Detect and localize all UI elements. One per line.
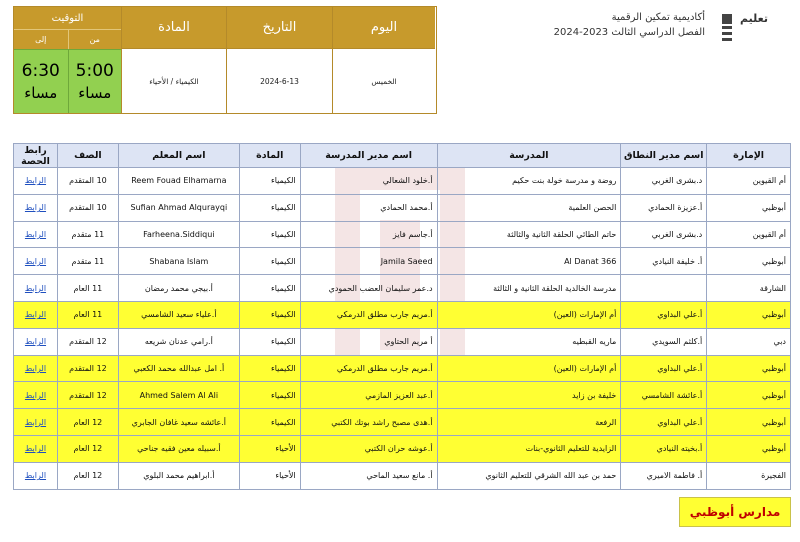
- cell-grade: 12 العام: [57, 409, 118, 436]
- cell-emirate: أم القيوين: [707, 168, 791, 195]
- cell-school-manager: أ.جاسم فايز: [300, 221, 437, 248]
- cell-teacher: Sufian Ahmad Alqurayqi: [118, 194, 239, 221]
- cell-teacher: Farheena.Siddiqui: [118, 221, 239, 248]
- cell-teacher: أ.ابراهيم محمد البلوي: [118, 462, 239, 489]
- subject-value: الكيمياء / الأحياء: [149, 76, 199, 86]
- table-header-row: [14, 144, 791, 168]
- cell-school-manager: أ.خلود الشعالي: [300, 168, 437, 195]
- from-time: [68, 49, 122, 113]
- cell-school: حاتم الطائي الحلقة الثانية والثالثة: [437, 221, 621, 248]
- cell-link: [14, 301, 58, 328]
- session-link[interactable]: الرابط: [24, 337, 47, 347]
- cell-zone-manager: د.بشرى الغربي: [621, 221, 707, 248]
- to-time: [14, 49, 68, 113]
- table-row: [14, 301, 791, 328]
- cell-zone-manager: أ. خليفة النيادي: [621, 248, 707, 275]
- session-link[interactable]: الرابط: [24, 390, 47, 400]
- cell-subject: الكيمياء: [239, 382, 300, 409]
- cell-teacher: أ.عائشه سعيد غافان الجابري: [118, 409, 239, 436]
- cell-grade: 10 المتقدم: [57, 168, 118, 195]
- cell-grade: 11 متقدم: [57, 248, 118, 275]
- cell-school: الزايدية للتعليم الثانوي-بنات: [437, 435, 621, 462]
- cell-school: أم الإمارات (العين): [437, 301, 621, 328]
- cell-teacher: أ.بيجي محمد رمضان: [118, 275, 239, 302]
- cell-zone-manager: أ.علي البداوي: [621, 355, 707, 382]
- cell-emirate: دبي: [707, 328, 791, 355]
- table-row: [14, 275, 791, 302]
- cell-school: أم الإمارات (العين): [437, 355, 621, 382]
- session-link[interactable]: الرابط: [24, 444, 47, 454]
- from-time-period: مساء: [78, 83, 112, 102]
- cell-subject: الكيمياء: [239, 355, 300, 382]
- col-subject: المادة: [239, 144, 300, 168]
- session-link[interactable]: الرابط: [24, 229, 47, 239]
- cell-zone-manager: أ.علي البداوي: [621, 301, 707, 328]
- col-school: المدرسة: [437, 144, 621, 168]
- table-row: [14, 328, 791, 355]
- session-link[interactable]: الرابط: [24, 176, 47, 186]
- cell-subject: الكيمياء: [239, 248, 300, 275]
- cell-school: الحصن العلمية: [437, 194, 621, 221]
- cell-grade: 12 العام: [57, 435, 118, 462]
- cell-zone-manager: د.بشرى الغربي: [621, 168, 707, 195]
- cell-school: الرفعة: [437, 409, 621, 436]
- col-emirate: الإمارة: [707, 144, 791, 168]
- cell-zone-manager: أ.كلثم السويدي: [621, 328, 707, 355]
- cell-subject: الكيمياء: [239, 221, 300, 248]
- col-zone-manager: اسم مدير النطاق: [621, 144, 707, 168]
- page-title: [554, 10, 705, 40]
- cell-link: [14, 382, 58, 409]
- to-time-period: مساء: [24, 83, 58, 102]
- term-name: الفصل الدراسي الثالث 2023-2024: [553, 27, 705, 38]
- cell-emirate: أبوظبي: [707, 435, 791, 462]
- date-value: 2024-6-13: [260, 76, 299, 86]
- to-time-value: 6:30: [21, 60, 60, 81]
- cell-emirate: أم القيوين: [707, 221, 791, 248]
- cell-grade: 11 العام: [57, 275, 118, 302]
- cell-school-manager: أ.عبد العزيز المازمي: [300, 382, 437, 409]
- cell-grade: 10 المتقدم: [57, 194, 118, 221]
- cell-zone-manager: أ.عائشة الشامسي: [621, 382, 707, 409]
- cell-school-manager: أ مريم الحتاوي: [300, 328, 437, 355]
- cell-school: حمد بن عبد الله الشرقي للتعليم الثانوي: [437, 462, 621, 489]
- cell-school: Al Danat 366: [437, 248, 621, 275]
- from-time-value: 5:00: [75, 60, 114, 81]
- day-column: [332, 7, 435, 113]
- session-link[interactable]: الرابط: [24, 471, 47, 481]
- cell-zone-manager: أ.عزيزة الحمادي: [621, 194, 707, 221]
- cell-link: [14, 328, 58, 355]
- session-link[interactable]: الرابط: [24, 203, 47, 213]
- col-link: رابط الحصة: [14, 144, 58, 168]
- table-row: [14, 355, 791, 382]
- cell-link: [14, 248, 58, 275]
- timing-header: التوقيت: [14, 7, 121, 29]
- cell-grade: 11 متقدم: [57, 221, 118, 248]
- table-row: [14, 382, 791, 409]
- session-link[interactable]: الرابط: [24, 283, 47, 293]
- cell-school-manager: أ.مريم جارب مطلق الدرمكي: [300, 355, 437, 382]
- cell-emirate: أبوظبي: [707, 409, 791, 436]
- session-link[interactable]: الرابط: [24, 256, 47, 266]
- cell-zone-manager: أ.بخيته النيادي: [621, 435, 707, 462]
- cell-teacher: Ahmed Salem Al Ali: [118, 382, 239, 409]
- cell-link: [14, 194, 58, 221]
- cell-grade: 12 المتقدم: [57, 328, 118, 355]
- cell-school-manager: د.عمر سليمان العضب الحمودي: [300, 275, 437, 302]
- cell-link: [14, 462, 58, 489]
- timing-column: [14, 7, 121, 113]
- cell-grade: 11 العام: [57, 301, 118, 328]
- day-value: الخميس: [371, 76, 397, 86]
- cell-subject: الكيمياء: [239, 168, 300, 195]
- cell-school: خليفة بن زايد: [437, 382, 621, 409]
- col-school-manager: اسم مدير المدرسة: [300, 144, 437, 168]
- cell-teacher: أ.رامي عدنان شريعه: [118, 328, 239, 355]
- cell-school-manager: أ.محمد الحمادي: [300, 194, 437, 221]
- table-row: [14, 435, 791, 462]
- cell-subject: الكيمياء: [239, 301, 300, 328]
- from-label: من: [68, 29, 122, 49]
- cell-teacher: أ.علياء سعيد الشامسي: [118, 301, 239, 328]
- cell-subject: الكيمياء: [239, 409, 300, 436]
- cell-teacher: أ.سبيله معين فقيه جناحي: [118, 435, 239, 462]
- cell-teacher: Shabana Islam: [118, 248, 239, 275]
- cell-school-manager: أ.عوشه حران الكتبي: [300, 435, 437, 462]
- cell-link: [14, 168, 58, 195]
- table-row: [14, 194, 791, 221]
- cell-link: [14, 221, 58, 248]
- cell-subject: الكيمياء: [239, 275, 300, 302]
- cell-school-manager: أ.مريم جارب مطلق الدرمكي: [300, 301, 437, 328]
- cell-subject: الكيمياء: [239, 328, 300, 355]
- cell-link: [14, 355, 58, 382]
- table-row: [14, 248, 791, 275]
- abu-dhabi-schools-label: مدارس أبوظبي: [679, 497, 791, 527]
- table-row: [14, 168, 791, 195]
- col-grade: الصف: [57, 144, 118, 168]
- cell-school: ماريه القبطيه: [437, 328, 621, 355]
- table-row: [14, 221, 791, 248]
- schedule-box: [13, 6, 437, 114]
- to-label: إلى: [14, 29, 68, 49]
- cell-subject: الأحياء: [239, 435, 300, 462]
- cell-link: [14, 275, 58, 302]
- cell-school-manager: Jamila Saeed: [300, 248, 437, 275]
- session-link[interactable]: الرابط: [24, 363, 47, 373]
- cell-teacher: Reem Fouad Elhamarna: [118, 168, 239, 195]
- session-link[interactable]: الرابط: [24, 310, 47, 320]
- cell-school: مدرسة الخالدية الحلقة الثانية و الثالثة: [437, 275, 621, 302]
- cell-emirate: أبوظبي: [707, 355, 791, 382]
- cell-emirate: أبوظبي: [707, 248, 791, 275]
- sessions-table: [13, 143, 791, 490]
- academy-name: أكاديمية تمكين الرقمية: [611, 12, 705, 23]
- date-column: [226, 7, 332, 113]
- cell-zone-manager: أ.علي البداوي: [621, 409, 707, 436]
- cell-zone-manager: أ. فاطمة الاميري: [621, 462, 707, 489]
- cell-grade: 12 المتقدم: [57, 382, 118, 409]
- cell-link: [14, 409, 58, 436]
- cell-school-manager: أ. مانع سعيد الماحي: [300, 462, 437, 489]
- col-teacher: اسم المعلم: [118, 144, 239, 168]
- table-row: [14, 462, 791, 489]
- subject-column: [121, 7, 226, 113]
- cell-emirate: أبوظبي: [707, 301, 791, 328]
- cell-link: [14, 435, 58, 462]
- cell-zone-manager: [621, 275, 707, 302]
- cell-emirate: أبوظبي: [707, 382, 791, 409]
- cell-grade: 12 المتقدم: [57, 355, 118, 382]
- table-row: [14, 409, 791, 436]
- session-link[interactable]: الرابط: [24, 417, 47, 427]
- cell-grade: 12 العام: [57, 462, 118, 489]
- cell-school: روضة و مدرسة خولة بنت حكيم: [437, 168, 621, 195]
- logo-text: تعليم: [740, 12, 768, 25]
- cell-emirate: أبوظبي: [707, 194, 791, 221]
- cell-emirate: الشارقة: [707, 275, 791, 302]
- subject-header: المادة: [122, 7, 226, 49]
- day-header: اليوم: [333, 7, 435, 49]
- date-header: التاريخ: [227, 7, 332, 49]
- cell-school-manager: أ.هدى مصبح راشد بوتك الكتبي: [300, 409, 437, 436]
- cell-teacher: أ. امل عبدالله محمد الكعبي: [118, 355, 239, 382]
- cell-subject: الكيمياء: [239, 194, 300, 221]
- cell-subject: الأحياء: [239, 462, 300, 489]
- cell-emirate: الفجيرة: [707, 462, 791, 489]
